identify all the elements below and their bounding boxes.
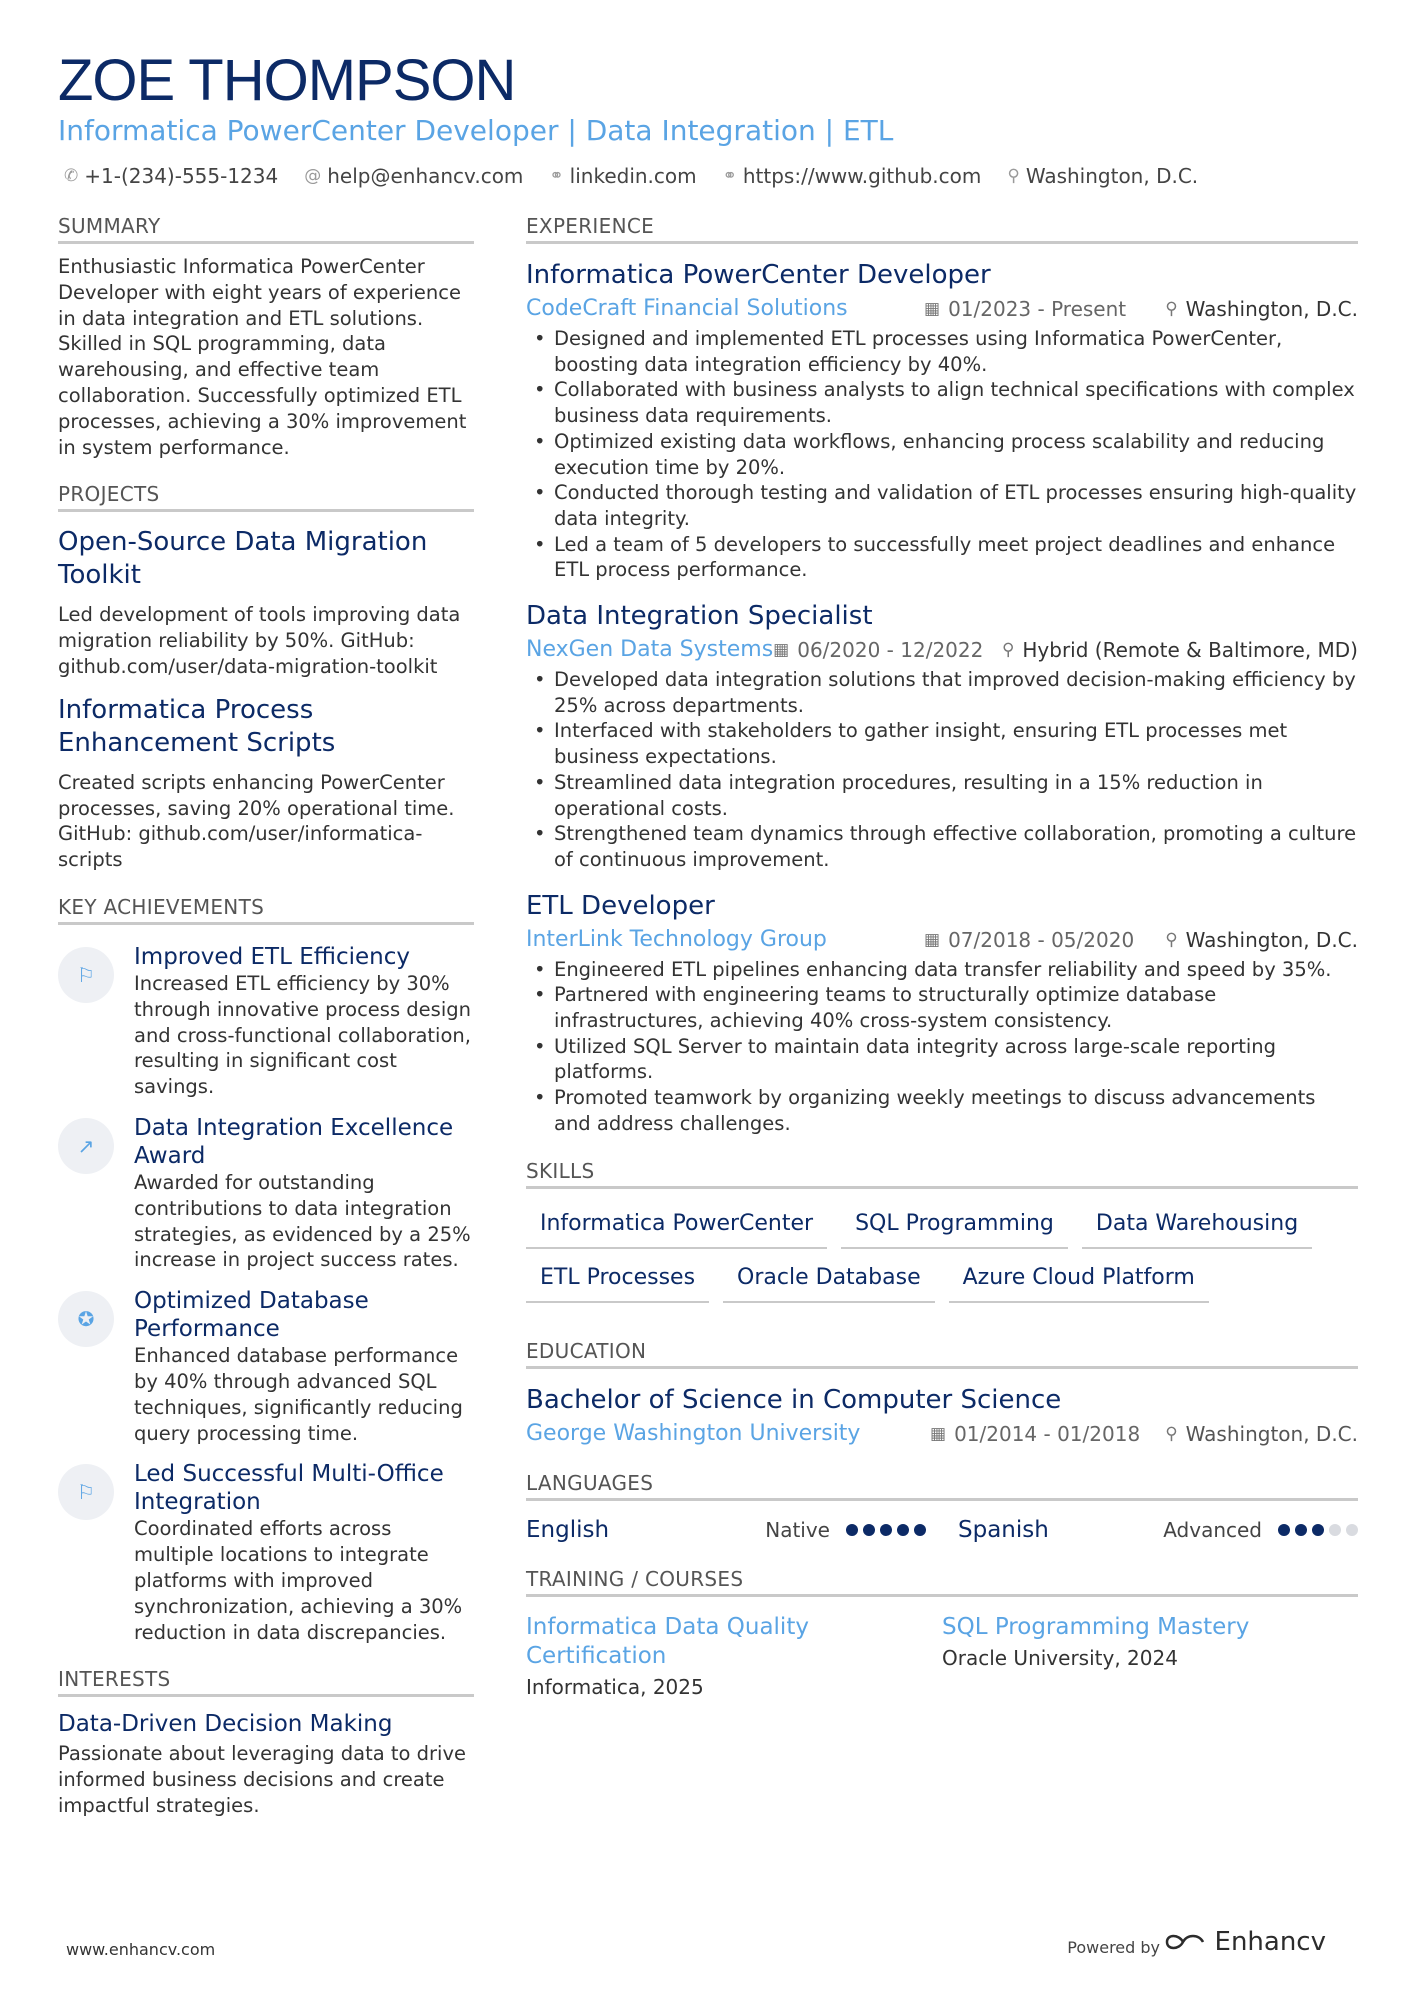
calendar-icon: ▦ [930,1423,947,1444]
language-level: Advanced [1163,1517,1262,1542]
language-rating [1278,1524,1358,1536]
location-icon: ⚲ [1007,166,1020,186]
interest-desc: Passionate about leveraging data to drive informed business decisions and create impactful strategies. [58,1742,467,1817]
contact-linkedin[interactable]: ⚭ linkedin.com [549,164,697,188]
achievement-desc: Enhanced database performance by 40% through advanced SQL techniques, significantly reducing query processing time. [134,1344,463,1445]
achievements-heading: KEY ACHIEVEMENTS [58,893,474,925]
rating-dot-filled [1278,1524,1290,1536]
skill-tag: Azure Cloud Platform [949,1261,1209,1303]
rating-dot-filled [1312,1524,1324,1536]
list-item: • Conducted thorough testing and validation of ETL processes ensuring high-quality data integrity. [526,480,1358,531]
link-icon: ⚭ [549,166,564,186]
job-entry [526,258,1358,583]
contact-github[interactable]: ⚭ https://www.github.com [722,164,982,188]
achievement-desc: Coordinated efforts across multiple locations to integrate platforms with improved synchronization, achieving a 30% reduction in data discrepancies. [134,1517,463,1644]
list-item: • Strengthened team dynamics through effective collaboration, promoting a culture of continuous improvement. [526,821,1358,872]
rating-dot-empty [1329,1524,1341,1536]
list-item: • Streamlined data integration procedures, resulting in a 15% reduction in operational costs. [526,770,1358,821]
list-item: • Optimized existing data workflows, enhancing process scalability and reducing execution time by 20%. [526,429,1358,480]
job-title: Data Integration Specialist [526,601,873,632]
list-item: • Promoted teamwork by organizing weekly meetings to discuss advancements and address challenges. [526,1085,1358,1136]
left-column [58,212,474,1819]
job-title: Informatica PowerCenter Developer [526,260,991,290]
candidate-name: ZOE THOMPSON [58,48,516,113]
language-name: Spanish [958,1516,1049,1543]
achievement-item [58,1460,474,1645]
enhancv-logo[interactable] [1163,1927,1326,1957]
language-name: English [526,1516,610,1543]
enhancv-logo-icon [1163,1931,1207,1953]
education-school: George Washington University [526,1420,861,1446]
contact-bar [64,162,1198,190]
rating-dot-filled [1295,1524,1307,1536]
job-dates: ▦ 07/2018 - 05/2020 [924,925,1134,955]
job-location: ⚲ Washington, D.C. [1165,925,1358,955]
job-entry [526,889,1358,1137]
achievement-title: Led Successful Multi-Office Integration [134,1461,444,1516]
course-title: Informatica Data Quality Certification [526,1613,809,1669]
job-meta [526,635,1358,665]
list-item: • Designed and implemented ETL processes using Informatica PowerCenter, boosting data integration efficiency by 40%. [526,326,1358,377]
contact-phone[interactable]: ✆ +1-(234)-555-1234 [64,164,279,188]
skill-tag: SQL Programming [841,1207,1068,1249]
job-company: CodeCraft Financial Solutions [526,296,848,321]
list-item: • Utilized SQL Server to maintain data integrity across large-scale reporting platforms. [526,1034,1358,1085]
rating-dot-filled [880,1524,892,1536]
calendar-icon: ▦ [773,640,790,661]
job-bullets [526,326,1358,583]
job-company: NexGen Data Systems [526,637,774,663]
education-location: ⚲ Washington, D.C. [1165,1419,1358,1449]
training-heading: TRAINING / COURSES [526,1565,1358,1597]
rating-dot-filled [846,1524,858,1536]
achievement-title: Optimized Database Performance [134,1288,369,1343]
phone-icon: ✆ [64,166,79,186]
job-bullets [526,957,1358,1137]
achievement-title: Data Integration Excellence Award [134,1114,454,1169]
course-provider: Informatica, 2025 [526,1674,704,1699]
list-item: • Led a team of 5 developers to successfully meet project deadlines and enhance ETL process performance. [526,532,1358,583]
language-item [958,1517,1358,1543]
job-location: ⚲ Washington, D.C. [1165,294,1358,324]
enhancv-logo-text: Enhancv [1214,1927,1326,1957]
location-icon: ⚲ [1165,299,1178,319]
contact-email[interactable]: @ help@enhancv.com [304,164,524,188]
list-item: • Interfaced with stakeholders to gather insight, ensuring ETL processes met business expectations. [526,718,1358,769]
languages-list [526,1517,1358,1543]
education-degree: Bachelor of Science in Computer Science [526,1384,1062,1415]
languages-heading: LANGUAGES [526,1469,1358,1501]
rating-dot-filled [897,1524,909,1536]
job-bullets [526,667,1358,873]
link-icon: ⚭ [722,166,737,186]
achievement-desc: Awarded for outstanding contributions to data integration strategies, as evidenced by a 25% increase in project success rates. [134,1170,471,1272]
right-column [526,212,1358,1701]
job-dates: ▦ 01/2023 - Present [924,294,1126,324]
achievement-desc: Increased ETL efficiency by 30% through innovative process design and cross-functional collaboration, resulting in significant cost savings. [134,971,471,1099]
project-title: Informatica Process Enhancement Scripts [58,694,336,758]
rating-dot-filled [863,1524,875,1536]
interest-title: Data-Driven Decision Making [58,1711,393,1738]
course-provider: Oracle University, 2024 [942,1645,1178,1670]
flag-icon: ⚐ [58,947,114,1003]
growth-icon: ↗ [58,1118,114,1174]
job-meta [526,925,1358,955]
project-title: Open-Source Data Migration Toolkit [58,527,428,591]
job-location: ⚲ Hybrid (Remote & Baltimore, MD) [1002,635,1358,665]
project-desc: Led development of tools improving data migration reliability by 50%. GitHub: github.com/user/data-migration-toolkit [58,603,461,678]
location-icon: ⚲ [1001,640,1015,661]
list-item: • Engineered ETL pipelines enhancing data transfer reliability and speed by 35%. [526,957,1358,983]
achievement-item [58,943,474,1100]
course-item [942,1613,1358,1701]
skill-tag: ETL Processes [526,1261,709,1303]
contact-location: ⚲ Washington, D.C. [1007,164,1199,188]
location-icon: ⚲ [1165,1423,1178,1444]
summary-heading: SUMMARY [58,212,474,244]
skills-list [526,1207,1326,1303]
project-item [58,526,474,679]
list-item: • Developed data integration solutions that improved decision-making efficiency by 25% across departments. [526,667,1358,718]
achievement-item [58,1114,474,1273]
calendar-icon: ▦ [924,929,941,950]
list-item: • Collaborated with business analysts to align technical specifications with complex business data requirements. [526,377,1358,428]
skill-tag: Oracle Database [723,1261,935,1303]
summary-text: Enthusiastic Informatica PowerCenter Developer with eight years of experience in data integration and ETL solutions. Skilled in SQL programming, data warehousing, and effective team collaboration. Successfully optimized ETL processes, achieving a 30% improvement in system performance. [58,255,467,459]
language-rating [846,1524,926,1536]
job-entry [526,599,1358,873]
courses-list [526,1613,1358,1701]
course-item [526,1613,942,1701]
award-icon: ✪ [58,1291,114,1347]
rating-dot-empty [1346,1524,1358,1536]
job-company: InterLink Technology Group [526,926,827,952]
job-title: ETL Developer [526,890,715,921]
rating-dot-filled [914,1524,926,1536]
education-meta [526,1419,1358,1449]
project-desc: Created scripts enhancing PowerCenter processes, saving 20% operational time. GitHub: github.com/user/informatica-scripts [58,770,455,872]
education-dates: ▦ 01/2014 - 01/2018 [930,1419,1140,1449]
headline: Informatica PowerCenter Developer | Data Integration | ETL [58,114,894,147]
education-heading: EDUCATION [526,1337,1358,1369]
achievement-item [58,1287,474,1446]
project-item [58,694,474,873]
list-item: • Partnered with engineering teams to structurally optimize database infrastructures, achieving 40% cross-system consistency. [526,982,1358,1033]
calendar-icon: ▦ [924,299,941,319]
job-dates: ▦ 06/2020 - 12/2022 [773,635,983,665]
flag-icon: ⚐ [58,1464,114,1520]
skills-heading: SKILLS [526,1157,1358,1189]
language-item [526,1517,926,1543]
location-icon: ⚲ [1165,929,1178,950]
skill-tag: Informatica PowerCenter [526,1207,827,1249]
at-icon: @ [304,166,322,186]
language-level: Native [765,1517,830,1542]
footer-url[interactable]: www.enhancv.com [66,1940,216,1959]
course-title: SQL Programming Mastery [942,1613,1250,1640]
interests-heading: INTERESTS [58,1665,474,1697]
projects-heading: PROJECTS [58,480,474,512]
skill-tag: Data Warehousing [1082,1207,1312,1249]
footer-powered-by: Powered by [1067,1938,1160,1957]
experience-heading: EXPERIENCE [526,212,1358,244]
job-meta [526,294,1358,324]
achievement-title: Improved ETL Efficiency [134,943,410,970]
